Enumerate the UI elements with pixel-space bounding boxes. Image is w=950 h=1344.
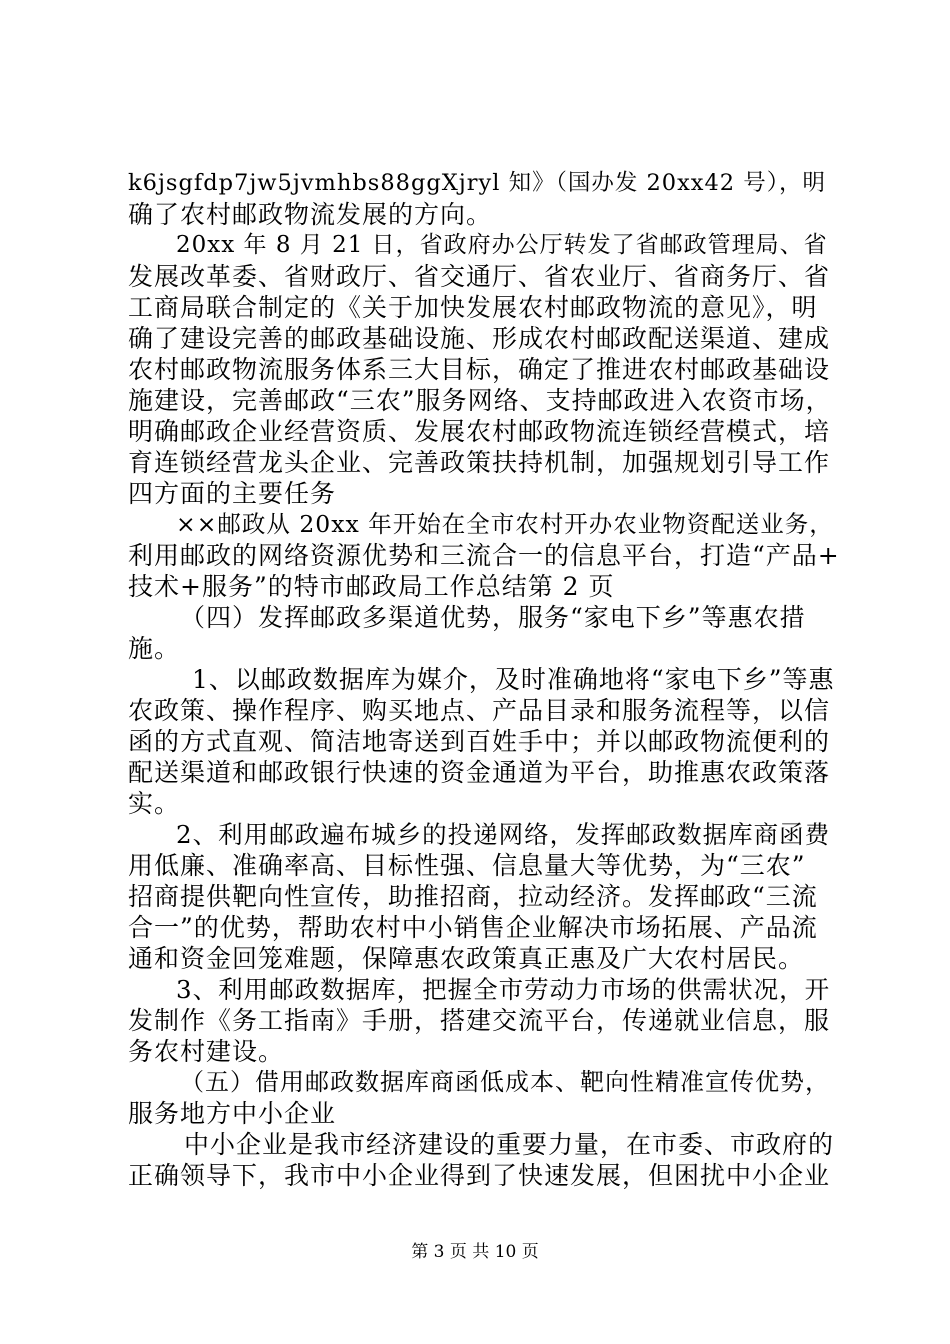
text-line: 中小企业是我市经济建设的重要力量，在市委、市政府的 <box>184 1130 835 1159</box>
text-line: 用低廉、准确率高、目标性强、信息量大等优势，为“三农” <box>128 851 806 880</box>
page-footer <box>0 1241 950 1263</box>
text-line: 通和资金回笼难题，保障惠农政策真正惠及广大农村居民。 <box>128 944 805 973</box>
text-line: 正确领导下，我市中小企业得到了快速发展，但困扰中小企业 <box>128 1161 831 1190</box>
text-line: 2、利用邮政遍布城乡的投递网络，发挥邮政数据库商函费 <box>176 820 831 849</box>
text-line: ××邮政从 20xx 年开始在全市农村开办农业物资配送业务， <box>176 510 834 538</box>
text-line: （五）借用邮政数据库商函低成本、靶向性精准宣传优势， <box>180 1068 830 1096</box>
text-line: 农政策、操作程序、购买地点、产品目录和服务流程等，以信 <box>128 696 831 725</box>
text-line: 服务地方中小企业 <box>128 1099 337 1128</box>
text-line: 明确邮政企业经营资质、发展农村邮政物流连锁经营模式，培 <box>128 417 831 446</box>
text-line: 1、以邮政数据库为媒介，及时准确地将“家电下乡”等惠 <box>192 665 835 694</box>
text-line: 确了农村邮政物流发展的方向。 <box>128 200 493 229</box>
text-line: 函的方式直观、简洁地寄送到百姓手中；并以邮政物流便利的 <box>128 727 831 756</box>
text-line: 合一”的优势，帮助农村中小销售企业解决市场拓展、产品流 <box>128 913 818 942</box>
text-line: 工商局联合制定的《关于加快发展农村邮政物流的意见》，明 <box>128 293 818 322</box>
text-line: 育连锁经营龙头企业、完善政策扶持机制，加强规划引导工作 <box>128 448 831 477</box>
text-line: 施。 <box>128 634 181 663</box>
text-line: 20xx 年 8 月 21 日，省政府办公厅转发了省邮政管理局、省 <box>176 232 828 258</box>
text-line: 施建设，完善邮政“三农”服务网络、支持邮政进入农资市场， <box>128 386 832 415</box>
text-line: 利用邮政的网络资源优势和三流合一的信息平台，打造“产品+ <box>128 541 840 570</box>
text-line: 招商提供靶向性宣传，助推招商，拉动经济。发挥邮政“三流 <box>128 882 818 911</box>
text-line: 确了建设完善的邮政基础设施、形成农村邮政配送渠道、建成 <box>128 324 831 353</box>
text-line: 农村邮政物流服务体系三大目标，确定了推进农村邮政基础设 <box>128 355 831 384</box>
text-line: 发制作《务工指南》手册，搭建交流平台，传递就业信息，服 <box>128 1006 831 1035</box>
text-line: 实。 <box>128 789 181 818</box>
text-line: 3、利用邮政数据库，把握全市劳动力市场的供需状况，开 <box>176 975 831 1004</box>
text-line: 务农村建设。 <box>128 1037 285 1066</box>
text-line: 配送渠道和邮政银行快速的资金通道为平台，助推惠农政策落 <box>128 758 831 787</box>
text-line: （四）发挥邮政多渠道优势，服务“家电下乡”等惠农措 <box>180 603 806 632</box>
text-line: k6jsgfdp7jw5jvmhbs88ggXjryl 知》（国办发 20xx42 号），明 <box>128 170 827 196</box>
text-line: 发展改革委、省财政厅、省交通厅、省农业厅、省商务厅、省 <box>128 262 831 291</box>
page-number-label: 第 3 页 共 10 页 <box>411 1242 539 1262</box>
text-line: 四方面的主要任务 <box>128 479 337 508</box>
document-body <box>128 168 840 1191</box>
text-line: 技术+服务”的特市邮政局工作总结第 2 页 <box>128 572 615 601</box>
